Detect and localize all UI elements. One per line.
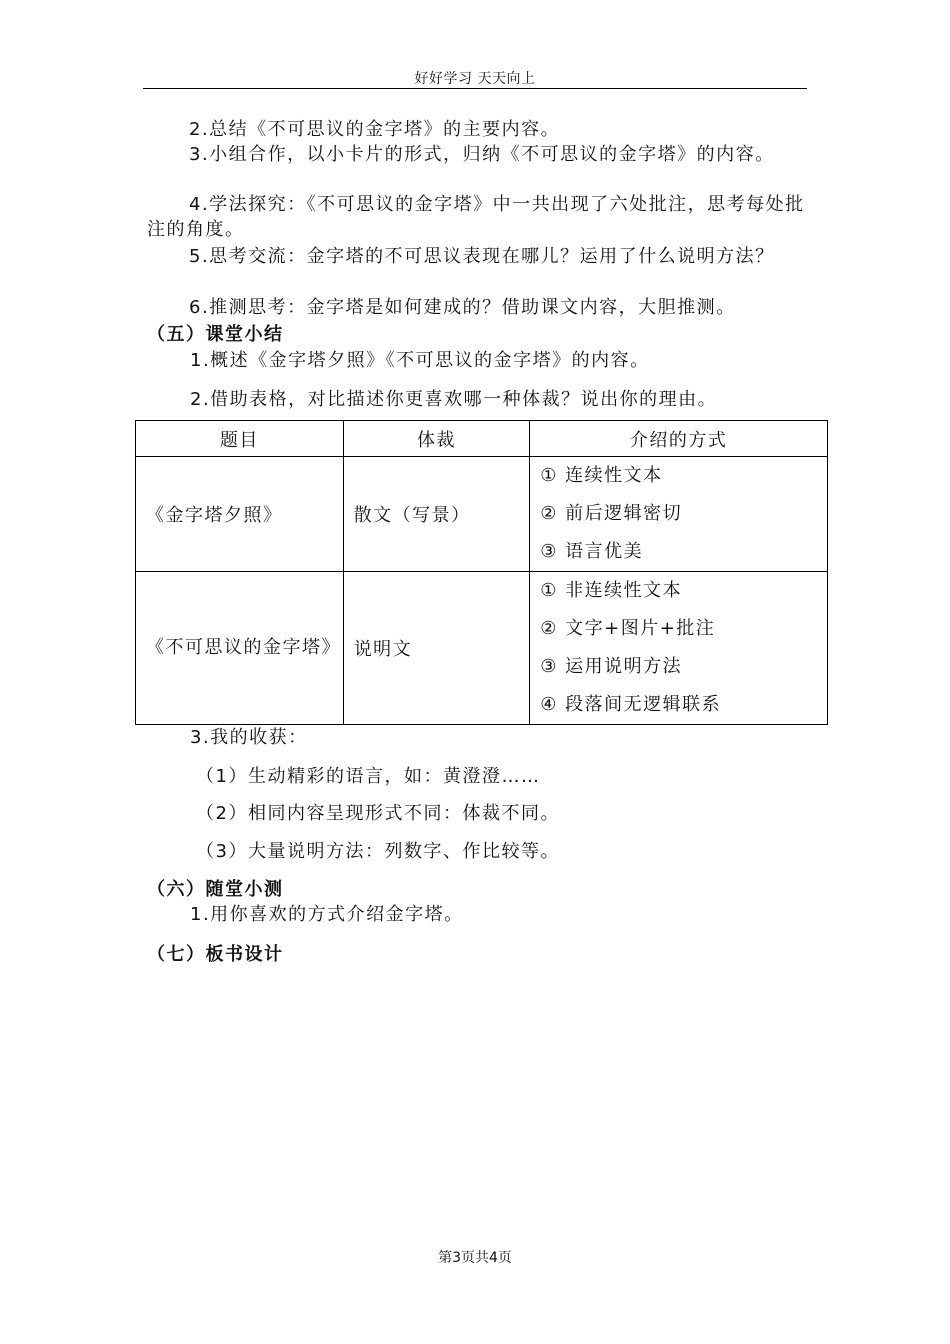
gain-item: （2）相同内容呈现形式不同：体裁不同。 xyxy=(196,803,560,824)
method-item: ② 文字+图片+批注 xyxy=(540,618,716,639)
section-heading: （五）课堂小结 xyxy=(147,324,284,345)
summary-item: 1.概述《金字塔夕照》《不可思议的金字塔》的内容。 xyxy=(190,350,650,371)
header-divider xyxy=(143,88,807,89)
table-cell-methods xyxy=(530,572,828,725)
table-cell-title: 《金字塔夕照》 xyxy=(136,457,344,572)
table-cell-title: 《不可思议的金字塔》 xyxy=(136,572,344,725)
table-cell-genre: 说明文 xyxy=(343,572,530,725)
method-item: ③ 运用说明方法 xyxy=(540,656,683,677)
section-heading: （六）随堂小测 xyxy=(147,879,284,900)
page-footer: 第3页共4页 xyxy=(438,1250,512,1266)
table-cell-methods xyxy=(530,457,828,572)
gains-title: 3.我的收获： xyxy=(190,727,308,748)
table-row xyxy=(136,457,828,572)
table-row xyxy=(136,572,828,725)
intro-paragraph: 6.推测思考：金字塔是如何建成的？借助课文内容，大胆推测。 xyxy=(189,297,736,318)
method-item: ④ 段落间无逻辑联系 xyxy=(540,694,722,715)
table-cell-genre: 散文（写景） xyxy=(343,457,530,572)
method-item: ② 前后逻辑密切 xyxy=(540,503,683,524)
intro-paragraph: 3.小组合作，以小卡片的形式，归纳《不可思议的金字塔》的内容。 xyxy=(189,144,775,165)
method-item: ① 非连续性文本 xyxy=(540,580,683,601)
method-item: ① 连续性文本 xyxy=(540,465,663,486)
page-header: 好好学习 天天向上 xyxy=(414,71,536,87)
intro-paragraph: 4.学法探究：《不可思议的金字塔》中一共出现了六处批注，思考每处批注的角度。 xyxy=(147,194,805,240)
summary-item: 2.借助表格，对比描述你更喜欢哪一种体裁？说出你的理由。 xyxy=(190,389,718,410)
table-header-cell: 介绍的方式 xyxy=(530,421,828,457)
gain-item: （3）大量说明方法：列数字、作比较等。 xyxy=(196,841,560,862)
intro-paragraph: 5.思考交流：金字塔的不可思议表现在哪儿？运用了什么说明方法？ xyxy=(189,246,775,267)
comparison-table xyxy=(135,420,828,725)
gain-item: （1）生动精彩的语言，如：黄澄澄…… xyxy=(196,766,541,787)
table-header-cell: 体裁 xyxy=(343,421,530,457)
intro-paragraph: 2.总结《不可思议的金字塔》的主要内容。 xyxy=(189,119,561,140)
method-item: ③ 语言优美 xyxy=(540,541,644,562)
quiz-item: 1.用你喜欢的方式介绍金字塔。 xyxy=(190,904,464,925)
section-heading: （七）板书设计 xyxy=(147,944,284,965)
table-header-row xyxy=(136,421,828,457)
table-header-cell: 题目 xyxy=(136,421,344,457)
